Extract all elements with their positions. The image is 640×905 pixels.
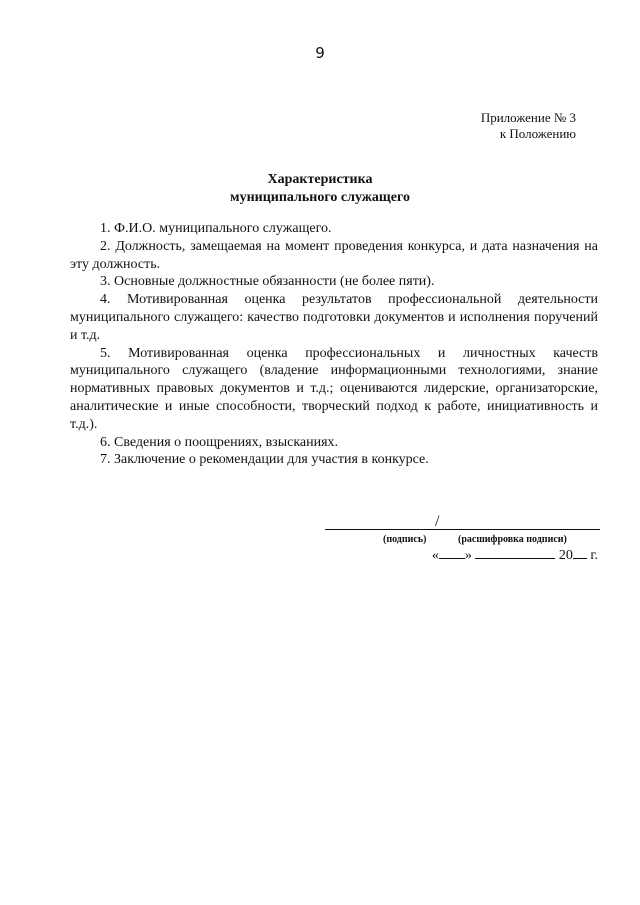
appendix-line-2: к Положению (499, 126, 576, 141)
appendix-reference (481, 110, 576, 142)
list-item-5: 5. Мотивированная оценка профессиональных и личностных качеств муниципального служащего (владение информационными технологиями, знание нормативных правовых документов и т.д.; оцениваются лидерские, организаторские, аналитические и иные способности, творческий подход к работе, инициативность и т.д.). (70, 345, 598, 432)
signature-block (325, 513, 600, 548)
list-item-7: 7. Заключение о рекомендации для участия в конкурсе. (100, 452, 429, 468)
year-prefix: 20 (558, 548, 573, 563)
date-open-quote: « (431, 548, 439, 563)
list-item-6: 6. Сведения о поощрениях, взысканиях. (100, 434, 339, 450)
list-item-3: 3. Основные должностные обязанности (не более пяти). (100, 274, 435, 290)
date-close-quote: » (464, 548, 472, 563)
day-blank (439, 546, 465, 559)
date-line (432, 546, 598, 564)
month-blank (475, 546, 555, 559)
list-item-2: 2. Должность, замещаемая на момент проведения конкурса, и дата назначения на эту должность. (70, 238, 598, 272)
signature-label: (подпись) (383, 534, 427, 545)
characteristics-list (70, 220, 598, 469)
year-suffix: г. (590, 548, 598, 563)
document-title-line-2: муниципального служащего (230, 190, 410, 205)
list-item-4: 4. Мотивированная оценка результатов профессиональной деятельности муниципального служащего: качество подготовки документов и исполнения поручений и т.д. (70, 292, 598, 343)
signature-line (325, 513, 600, 530)
document-title (0, 171, 640, 207)
signature-separator: / (435, 513, 440, 530)
list-item-1: 1. Ф.И.О. муниципального служащего. (100, 221, 332, 236)
signature-decoding-label: (расшифровка подписи) (458, 534, 567, 545)
year-blank (573, 546, 587, 559)
page-number: 9 (315, 44, 325, 62)
document-title-line-1: Характеристика (267, 172, 373, 187)
appendix-line-1: Приложение № 3 (480, 110, 576, 125)
